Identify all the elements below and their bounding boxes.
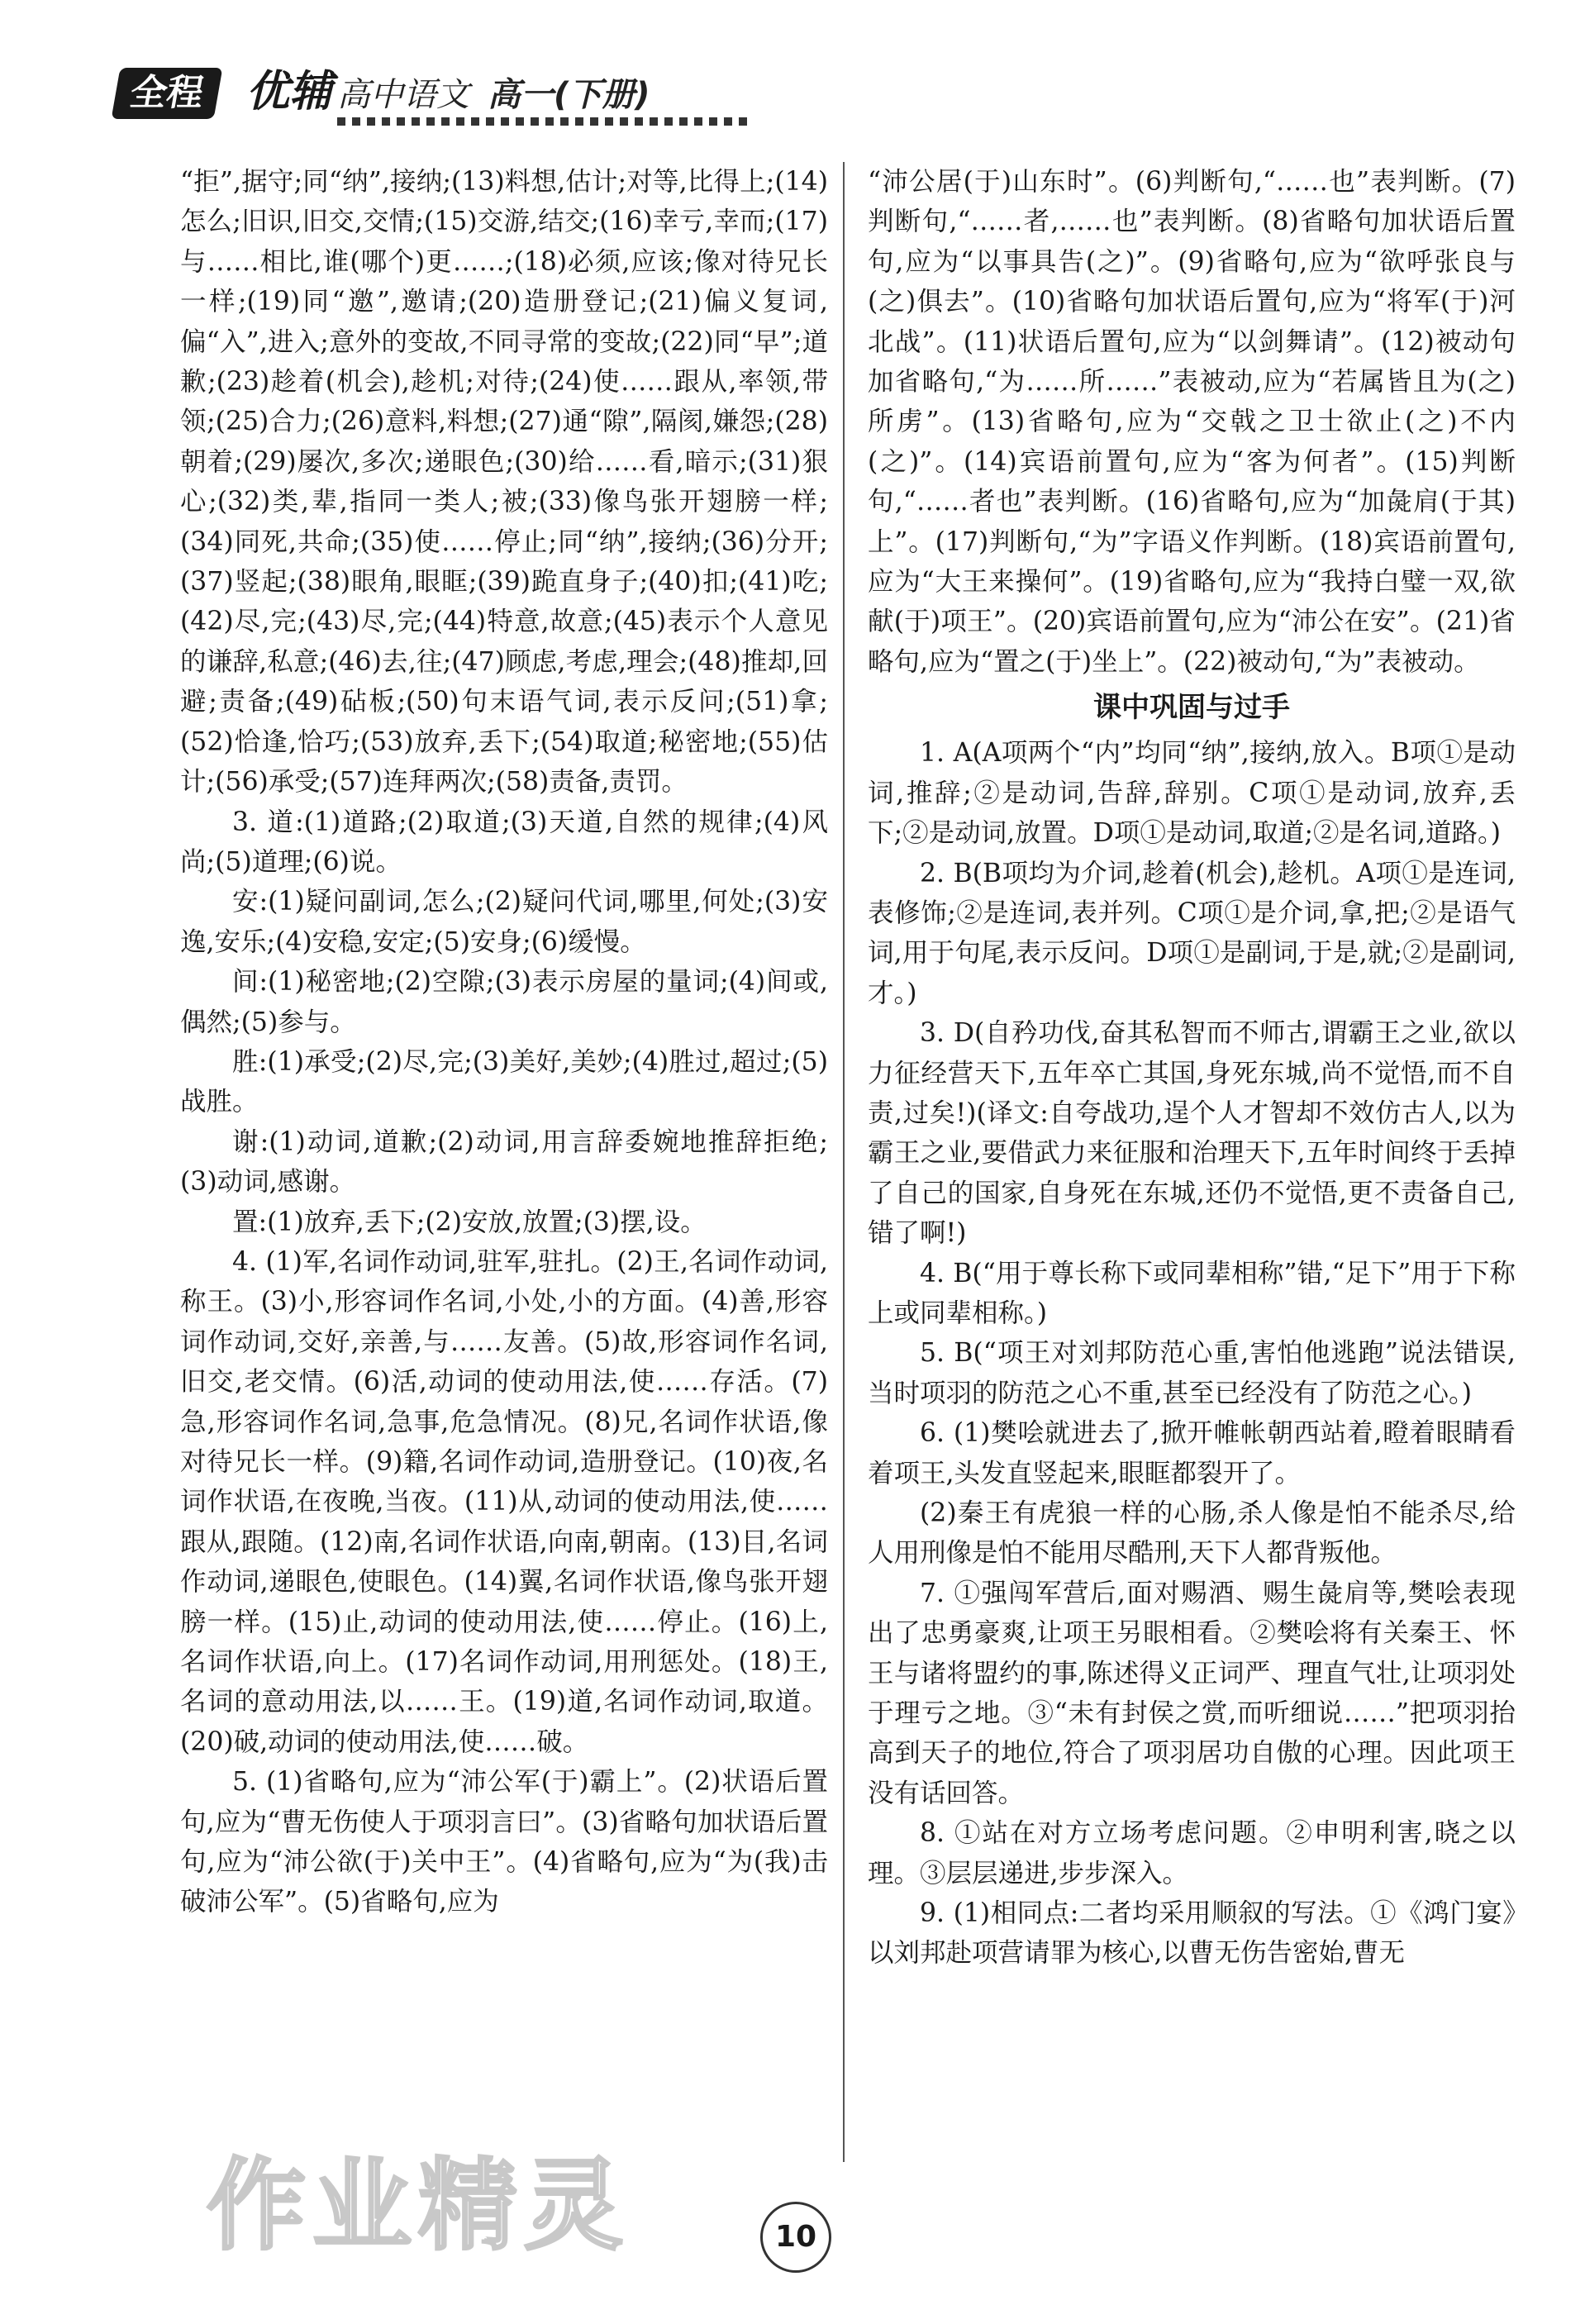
column-divider — [843, 162, 845, 2162]
paragraph: 间:(1)秘密地;(2)空隙;(3)表示房屋的量词;(4)间或,偶然;(5)参与。 — [180, 967, 828, 1037]
answer-item: 3. D(自矜功伐,奋其私智而不师古,谓霸王之业,欲以力征经营天下,五年卒亡其国,身死东城,尚不觉悟,而不自责,过矣!)(译文:自夸战功,逞个人才智却不效仿古人,以为霸王之业,要借武力来征服和治理天下,五年时间终于丢掉了自己的国家,自身死在东城,还仍不觉悟,更不责备自己,错了啊!) — [868, 1018, 1516, 1249]
paragraph: 5. (1)省略句,应为“沛公军(于)霸上”。(2)状语后置句,应为“曹无伤使人于项羽言曰”。(3)省略句加状语后置句,应为“沛公欲(于)关中王”。(4)省略句,应为“为(我)击破沛公军”。(5)省略句,应为 — [180, 1767, 828, 1917]
page-number: 10 — [760, 2202, 831, 2273]
answer-item: 4. B(“用于尊长称下或同辈相称”错,“足下”用于下称上或同辈相称。) — [868, 1258, 1516, 1328]
answer-item: 9. (1)相同点:二者均采用顺叙的写法。①《鸿门宴》以刘邦赴项营请罪为核心,以曹无伤告密始,曹无 — [868, 1898, 1516, 1969]
subject-label: 高中语文 — [337, 76, 469, 114]
paragraph: 胜:(1)承受;(2)尽,完;(3)美好,美妙;(4)胜过,超过;(5)战胜。 — [180, 1046, 828, 1117]
right-column — [868, 162, 1516, 1974]
subject-title — [337, 74, 650, 116]
header-decoration — [337, 117, 750, 126]
paragraph: “拒”,据守;同“纳”,接纳;(13)料想,估计;对等,比得上;(14)怎么;旧识,旧交,交情;(15)交游,结交;(16)幸亏,幸而;(17)与……相比,谁(哪个)更……;(18)必须,应该;像对待兄长一样;(19)同“邀”,邀请;(20)造册登记;(21)偏义复词,偏“入”,进入;意外的变故,不同寻常的变故;(22)同“早”;道歉;(23)趁着(机会),趁机;对待;(24)使……跟从,率领,带领;(25)合力;(26)意料,料想;(27)通“隙”,隔阂,嫌怨;(28)朝着;(29)屡次,多次;递眼色;(30)给……看,暗示;(31)狠心;(32)类,辈,指同一类人;被;(33)像鸟张开翅膀一样;(34)同死,共命;(35)使……停止;同“纳”,接纳;(36)分开;(37)竖起;(38)眼角,眼眶;(39)跪直身子;(40)扣;(41)吃;(42)尽,完;(43)尽,完;(44)特意,故意;(45)表示个人意见的谦辞,私意;(46)去,往;(47)顾虑,考虑,理会;(48)推却,回避;责备;(49)砧板;(50)句末语气词,表示反问;(51)拿;(52)恰逢,恰巧;(53)放弃,丢下;(54)取道;秘密地;(55)估计;(56)承受;(57)连拜两次;(58)责备,责罚。 — [180, 167, 828, 798]
brand-badge: 全程 — [112, 68, 223, 119]
page-header — [116, 60, 678, 134]
paragraph: 谢:(1)动词,道歉;(2)动词,用言辞委婉地推辞拒绝;(3)动词,感谢。 — [180, 1126, 828, 1198]
paragraph: 安:(1)疑问副词,怎么;(2)疑问代词,哪里,何处;(3)安逸,安乐;(4)安稳,安定;(5)安身;(6)缓慢。 — [180, 887, 828, 957]
grade-label: 高一(下册) — [488, 76, 650, 114]
paragraph: 4. (1)军,名词作动词,驻军,驻扎。(2)王,名词作动词,称王。(3)小,形容词作名词,小处,小的方面。(4)善,形容词作动词,交好,亲善,与……友善。(5)故,形容词作名词,旧交,老交情。(6)活,动词的使动用法,使……存活。(7)急,形容词作名词,急事,危急情况。(8)兄,名词作状语,像对待兄长一样。(9)籍,名词作动词,造册登记。(10)夜,名词作状语,在夜晚,当夜。(11)从,动词的使动用法,使……跟从,跟随。(12)南,名词作状语,向南,朝南。(13)目,名词作动词,递眼色,使眼色。(14)翼,名词作状语,像鸟张开翅膀一样。(15)止,动词的使动用法,使……停止。(16)上,名词作状语,向上。(17)名词作动词,用刑惩处。(18)王,名词的意动用法,以……王。(19)道,名词作动词,取道。(20)破,动词的使动用法,使……破。 — [180, 1246, 828, 1757]
left-column — [180, 162, 828, 1922]
answer-item: 7. ①强闯军营后,面对赐酒、赐生彘肩等,樊哙表现出了忠勇豪爽,让项王另眼相看。②樊哙将有关秦王、怀王与诸将盟约的事,陈述得义正词严、理直气壮,让项羽处于理亏之地。③“未有封侯之赏,而听细说……”把项羽抬高到天子的地位,符合了项羽居功自傲的心理。因此项王没有话回答。 — [868, 1578, 1516, 1808]
answer-item: 1. A(A项两个“内”均同“纳”,接纳,放入。B项①是动词,推辞;②是动词,告辞,辞别。C项①是动词,放弃,丢下;②是动词,放置。D项①是动词,取道;②是名词,道路。) — [868, 738, 1516, 849]
paragraph: “沛公居(于)山东时”。(6)判断句,“……也”表判断。(7)判断句,“……者,……也”表判断。(8)省略句加状语后置句,应为“以事具告(之)”。(9)省略句,应为“欲呼张良与(之)俱去”。(10)省略句加状语后置句,应为“将军(于)河北战”。(11)状语后置句,应为“以剑舞请”。(12)被动句加省略句,“为……所……”表被动,应为“若属皆且为(之)所虏”。(13)省略句,应为“交戟之卫士欲止(之)不内(之)”。(14)宾语前置句,应为“客为何者”。(15)判断句,“……者也”表判断。(16)省略句,应为“加彘肩(于其)上”。(17)判断句,“为”字语义作判断。(18)宾语前置句,应为“大王来操何”。(19)省略句,应为“我持白璧一双,欲献(于)项王”。(20)宾语前置句,应为“沛公在安”。(21)省略句,应为“置之(于)坐上”。(22)被动句,“为”表被动。 — [868, 167, 1516, 677]
answer-item: (2)秦王有虎狼一样的心肠,杀人像是怕不能杀尽,给人用刑像是怕不能用尽酷刑,天下人都背叛他。 — [868, 1498, 1516, 1569]
answer-item: 2. B(B项均为介词,趁着(机会),趁机。A项①是连词,表修饰;②是连词,表并列。C项①是介词,拿,把;②是语气词,用于句尾,表示反问。D项①是副词,于是,就;②是副词,才。) — [868, 858, 1516, 1008]
section-heading: 课中巩固与过手 — [1093, 691, 1290, 725]
paragraph: 3. 道:(1)道路;(2)取道;(3)天道,自然的规律;(4)风尚;(5)道理;(6)说。 — [180, 807, 828, 877]
brand-title: 优辅 — [246, 67, 333, 117]
watermark: 作业精灵 — [207, 2149, 630, 2264]
answer-item: 5. B(“项王对刘邦防范心重,害怕他逃跑”说法错误,当时项羽的防范之心不重,甚至已经没有了防范之心。) — [868, 1338, 1516, 1408]
answer-item: 8. ①站在对方立场考虑问题。②申明利害,晓之以理。③层层递进,步步深入。 — [868, 1818, 1516, 1888]
answer-item: 6. (1)樊哙就进去了,掀开帷帐朝西站着,瞪着眼睛看着项王,头发直竖起来,眼眶都裂开了。 — [868, 1418, 1516, 1488]
paragraph: 置:(1)放弃,丢下;(2)安放,放置;(3)摆,设。 — [232, 1207, 707, 1237]
